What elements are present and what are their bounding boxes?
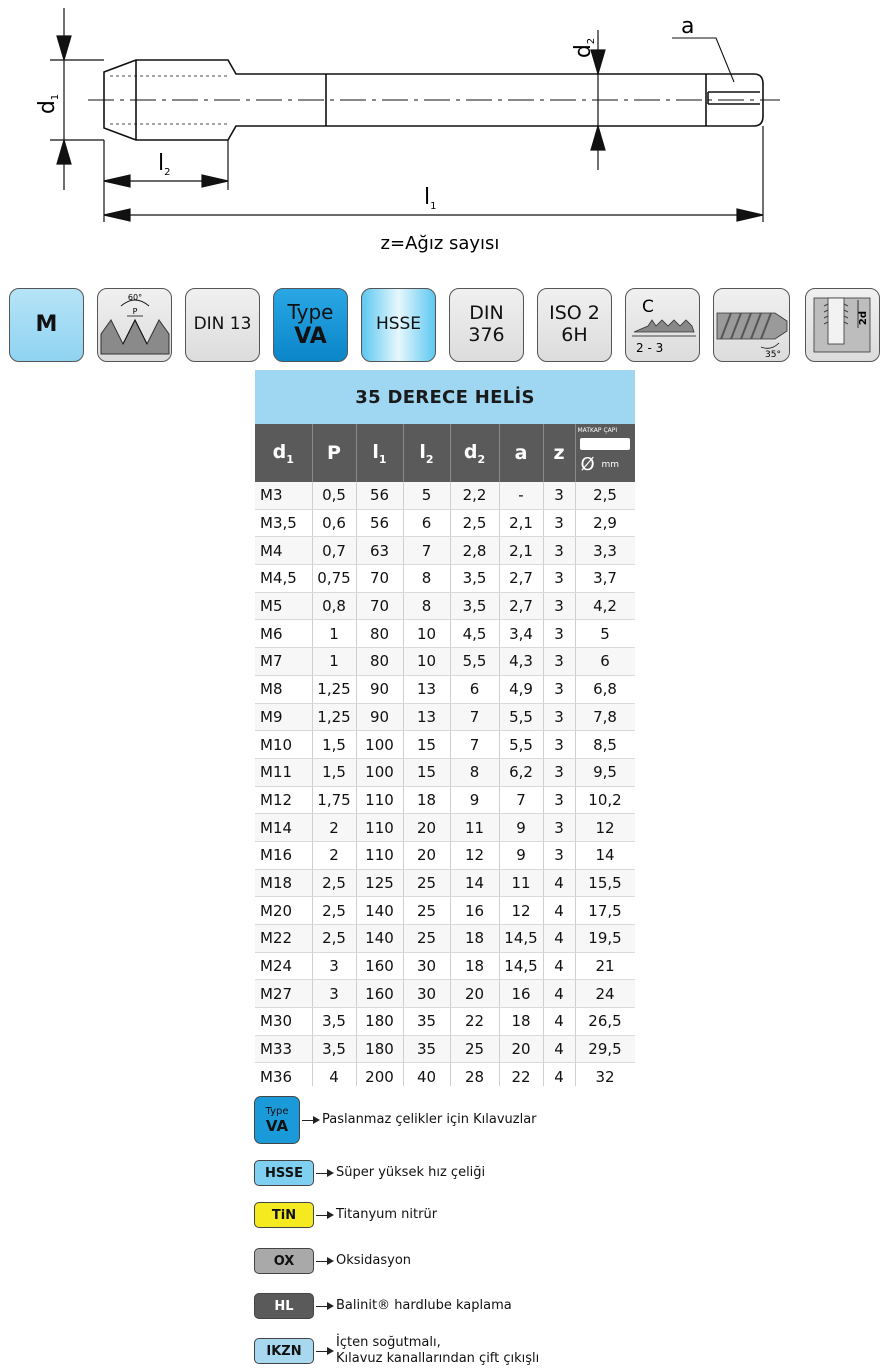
table-cell: 4: [543, 1008, 575, 1036]
table-cell: 56: [356, 482, 403, 509]
table-cell: 32: [575, 1063, 635, 1086]
column-header-main: l: [372, 440, 379, 463]
table-cell: 4: [543, 1063, 575, 1086]
table-cell: 4,2: [575, 592, 635, 620]
table-cell: 1,25: [312, 675, 356, 703]
table-cell: 3: [543, 648, 575, 676]
table-row: [255, 1035, 635, 1063]
table-cell: 4: [543, 925, 575, 953]
table-cell: 3: [543, 758, 575, 786]
table-cell: 20: [403, 841, 450, 869]
table-cell: 3,5: [450, 592, 499, 620]
legend-badge: [254, 1338, 314, 1364]
legend-text: [336, 1253, 411, 1269]
din13-badge: DIN 13: [185, 288, 260, 362]
chamfer-c-label: C: [641, 297, 654, 317]
table-cell: 5: [403, 482, 450, 509]
table-cell: 110: [356, 786, 403, 814]
table-cell: M6: [255, 620, 312, 648]
table-cell: 5,5: [450, 648, 499, 676]
table-cell: 29,5: [575, 1035, 635, 1063]
legend-text: [336, 1165, 485, 1181]
table-cell: 4: [543, 1035, 575, 1063]
type-va-badge: Type VA: [273, 288, 348, 362]
column-header-sub: 2: [477, 452, 486, 466]
table-cell: 140: [356, 925, 403, 953]
table-cell: 6: [450, 675, 499, 703]
table-cell: 4: [543, 952, 575, 980]
table-row: [255, 731, 635, 759]
blind-hole-icon: [808, 292, 878, 358]
table-cell: 25: [403, 897, 450, 925]
table-row: [255, 841, 635, 869]
table-row: [255, 925, 635, 953]
table-row: [255, 565, 635, 593]
table-cell: 200: [356, 1063, 403, 1086]
table-cell: 3,4: [499, 620, 543, 648]
table-cell: 3,5: [312, 1035, 356, 1063]
table-cell: 21: [575, 952, 635, 980]
diameter-symbol-icon: Ø: [580, 454, 595, 475]
table-cell: 9: [499, 841, 543, 869]
iso-tolerance-badge: ISO 2 6H: [537, 288, 612, 362]
table-cell: 2,5: [575, 482, 635, 509]
table-cell: 0,7: [312, 537, 356, 565]
table-cell: 90: [356, 703, 403, 731]
table-cell: M11: [255, 758, 312, 786]
arrow-right-icon: [316, 1306, 328, 1307]
table-cell: M3: [255, 482, 312, 509]
table-cell: 12: [450, 841, 499, 869]
arrow-right-icon: [316, 1261, 328, 1262]
table-cell: 6,2: [499, 758, 543, 786]
table-cell: 8: [450, 758, 499, 786]
table-cell: 20: [403, 814, 450, 842]
table-cell: 110: [356, 814, 403, 842]
table-cell: 13: [403, 703, 450, 731]
table-cell: 20: [499, 1035, 543, 1063]
table-cell: -: [499, 482, 543, 509]
table-cell: 0,6: [312, 509, 356, 537]
table-cell: 80: [356, 620, 403, 648]
legend-badge: [254, 1096, 300, 1144]
table-cell: 3: [543, 731, 575, 759]
table-cell: 16: [450, 897, 499, 925]
table-cell: 90: [356, 675, 403, 703]
table-cell: M4: [255, 537, 312, 565]
legend-item: [254, 1160, 485, 1186]
table-cell: 70: [356, 565, 403, 593]
legend-badge: [254, 1293, 314, 1319]
table-cell: 2,9: [575, 509, 635, 537]
table-cell: M4,5: [255, 565, 312, 593]
table-cell: 17,5: [575, 897, 635, 925]
legend-badge-label: OX: [273, 1253, 295, 1269]
table-cell: 14,5: [499, 925, 543, 953]
table-cell: 70: [356, 592, 403, 620]
table-cell: 25: [403, 869, 450, 897]
table-cell: 2,5: [312, 897, 356, 925]
spiral-flute-icon: [715, 291, 789, 359]
depth-label: 2d: [857, 310, 869, 326]
table-cell: M30: [255, 1008, 312, 1036]
chamfer-form-badge: [625, 288, 700, 362]
legend-badge-label: TiN: [271, 1207, 297, 1223]
arrow-right-icon: [316, 1351, 328, 1352]
table-cell: 1,25: [312, 703, 356, 731]
chamfer-icon: [628, 292, 698, 358]
chamfer-range-label: 2 - 3: [635, 341, 663, 355]
spec-table: [255, 424, 635, 1086]
table-cell: 3: [543, 703, 575, 731]
table-cell: 8: [403, 592, 450, 620]
table-cell: 100: [356, 758, 403, 786]
table-cell: M20: [255, 897, 312, 925]
table-row: [255, 509, 635, 537]
table-cell: 12: [575, 814, 635, 842]
table-cell: 40: [403, 1063, 450, 1086]
table-cell: 18: [450, 952, 499, 980]
table-cell: 180: [356, 1035, 403, 1063]
l2-dimension: [104, 140, 228, 222]
drill-header-unit: mm: [601, 460, 620, 470]
table-row: [255, 758, 635, 786]
a-label: a: [681, 14, 695, 39]
table-cell: 15,5: [575, 869, 635, 897]
table-cell: M18: [255, 869, 312, 897]
legend-text-line: Balinit® hardlube kaplama: [336, 1297, 512, 1313]
table-cell: 7: [499, 786, 543, 814]
legend-text-line: İçten soğutmalı,: [336, 1335, 441, 1350]
table-cell: 3,5: [450, 565, 499, 593]
table-cell: M3,5: [255, 509, 312, 537]
table-cell: 10: [403, 648, 450, 676]
column-header-main: l: [419, 440, 426, 463]
column-header: [403, 424, 450, 482]
table-cell: 125: [356, 869, 403, 897]
table-cell: 2,5: [312, 869, 356, 897]
table-cell: 13: [403, 675, 450, 703]
drill-diameter-header: [575, 424, 635, 482]
table-cell: 4,9: [499, 675, 543, 703]
table-cell: 6,8: [575, 675, 635, 703]
table-row: [255, 786, 635, 814]
table-cell: 7,8: [575, 703, 635, 731]
table-cell: 7: [403, 537, 450, 565]
table-cell: 180: [356, 1008, 403, 1036]
column-header: [499, 424, 543, 482]
table-cell: 1,75: [312, 786, 356, 814]
a-leader: [672, 38, 734, 82]
legend-text-line: Kılavuz kanallarından çift çıkışlı: [336, 1351, 540, 1367]
table-cell: M9: [255, 703, 312, 731]
legend-text-line: Titanyum nitrür: [336, 1206, 438, 1222]
table-cell: 4: [543, 980, 575, 1008]
table-cell: 30: [403, 952, 450, 980]
table-cell: 22: [499, 1063, 543, 1086]
table-cell: 14: [450, 869, 499, 897]
table-cell: 5,5: [499, 731, 543, 759]
l1-label: $l_1$: [424, 185, 437, 212]
table-row: [255, 980, 635, 1008]
table-cell: 15: [403, 731, 450, 759]
table-cell: 110: [356, 841, 403, 869]
table-row: [255, 869, 635, 897]
table-body: [255, 482, 635, 1086]
table-cell: 2,7: [499, 565, 543, 593]
column-header: [450, 424, 499, 482]
table-cell: M14: [255, 814, 312, 842]
table-cell: 80: [356, 648, 403, 676]
table-row: [255, 648, 635, 676]
legend-text-line: Süper yüksek hız çeliği: [336, 1164, 486, 1180]
legend-badge-label: HSSE: [265, 1165, 303, 1181]
thread-pitch-label: P: [132, 307, 137, 316]
table-cell: M12: [255, 786, 312, 814]
table-cell: 2,1: [499, 537, 543, 565]
column-header-main: P: [327, 442, 341, 464]
table-cell: 25: [450, 1035, 499, 1063]
table-cell: 19,5: [575, 925, 635, 953]
table-cell: 2: [312, 841, 356, 869]
table-cell: 15: [403, 758, 450, 786]
table-cell: 2,8: [450, 537, 499, 565]
thread-hidden-lines: [110, 76, 228, 124]
table-cell: 3,7: [575, 565, 635, 593]
table-cell: 160: [356, 952, 403, 980]
table-row: [255, 620, 635, 648]
table-cell: 63: [356, 537, 403, 565]
drill-icon: [580, 438, 630, 450]
legend-item: [254, 1096, 537, 1144]
table-cell: 10: [403, 620, 450, 648]
table-row: [255, 1063, 635, 1086]
table-cell: M22: [255, 925, 312, 953]
legend-item: [254, 1335, 539, 1368]
table-cell: 9,5: [575, 758, 635, 786]
table-cell: 3: [543, 814, 575, 842]
table-cell: 20: [450, 980, 499, 1008]
table-cell: 35: [403, 1008, 450, 1036]
table-cell: 3: [543, 592, 575, 620]
column-header-sub: 1: [378, 452, 387, 466]
table-cell: 7: [450, 731, 499, 759]
table-cell: 3: [543, 565, 575, 593]
table-cell: 140: [356, 897, 403, 925]
legend-item: [254, 1293, 512, 1319]
column-header-main: z: [553, 442, 565, 464]
table-cell: 0,8: [312, 592, 356, 620]
column-header-main: d: [463, 440, 478, 463]
table-cell: 4: [312, 1063, 356, 1086]
table-cell: 30: [403, 980, 450, 1008]
legend-badge: [254, 1248, 314, 1274]
table-cell: 18: [499, 1008, 543, 1036]
metric-thread-badge: M: [9, 288, 84, 362]
spec-table-container: [255, 370, 635, 1086]
column-header-sub: 2: [425, 452, 434, 466]
table-cell: 4: [543, 869, 575, 897]
table-cell: 2,5: [312, 925, 356, 953]
table-cell: 5: [575, 620, 635, 648]
table-row: [255, 592, 635, 620]
legend-badge-label: IKZN: [266, 1343, 302, 1359]
table-cell: 8: [403, 565, 450, 593]
din376-badge: DIN 376: [449, 288, 524, 362]
table-cell: 3: [543, 675, 575, 703]
blind-hole-depth-badge: [805, 288, 880, 362]
table-cell: 4,5: [450, 620, 499, 648]
table-cell: 11: [450, 814, 499, 842]
table-cell: 1: [312, 648, 356, 676]
table-cell: 3: [543, 509, 575, 537]
table-cell: M8: [255, 675, 312, 703]
table-cell: M33: [255, 1035, 312, 1063]
table-cell: 25: [403, 925, 450, 953]
table-cell: 9: [450, 786, 499, 814]
legend-item: [254, 1248, 411, 1274]
legend-badge-top: Type: [265, 1105, 289, 1117]
table-cell: 3: [543, 482, 575, 509]
table-row: [255, 952, 635, 980]
table-cell: 7: [450, 703, 499, 731]
table-cell: 14,5: [499, 952, 543, 980]
legend-text: [336, 1207, 437, 1223]
table-cell: 6: [575, 648, 635, 676]
helix-angle-label: 35°: [764, 350, 781, 359]
thread-profile-icon: [99, 290, 171, 360]
table-cell: 2,2: [450, 482, 499, 509]
table-cell: 3: [543, 841, 575, 869]
thread-profile-badge: [97, 288, 172, 362]
d2-label: d2: [571, 37, 597, 59]
table-cell: 5,5: [499, 703, 543, 731]
table-cell: 16: [499, 980, 543, 1008]
drill-header-label: MATKAP ÇAPI: [577, 427, 618, 434]
d1-label: d1: [35, 93, 61, 115]
table-row: [255, 675, 635, 703]
table-cell: 3,3: [575, 537, 635, 565]
column-header-main: d: [272, 440, 287, 463]
table-cell: 9: [499, 814, 543, 842]
table-cell: 3: [543, 786, 575, 814]
legend-badge: [254, 1160, 314, 1186]
legend-badge: [254, 1202, 314, 1228]
legend-text-line: Oksidasyon: [336, 1252, 412, 1268]
table-cell: M24: [255, 952, 312, 980]
table-cell: 1,5: [312, 758, 356, 786]
table-cell: 1: [312, 620, 356, 648]
table-cell: 22: [450, 1008, 499, 1036]
legend-badge-label: HL: [274, 1298, 294, 1314]
table-cell: 14: [575, 841, 635, 869]
legend-text: [336, 1335, 539, 1368]
table-cell: 6: [403, 509, 450, 537]
table-cell: 2,5: [450, 509, 499, 537]
table-cell: M7: [255, 648, 312, 676]
table-cell: M36: [255, 1063, 312, 1086]
table-cell: 8,5: [575, 731, 635, 759]
table-title: 35 DERECE HELİS: [255, 370, 635, 424]
hsse-badge: HSSE: [361, 288, 436, 362]
table-cell: 12: [499, 897, 543, 925]
table-cell: 18: [450, 925, 499, 953]
table-cell: 100: [356, 731, 403, 759]
legend-text: [322, 1112, 537, 1128]
table-cell: 35: [403, 1035, 450, 1063]
table-cell: M10: [255, 731, 312, 759]
table-cell: 3: [312, 980, 356, 1008]
table-cell: M5: [255, 592, 312, 620]
table-cell: 28: [450, 1063, 499, 1086]
table-cell: 10,2: [575, 786, 635, 814]
column-header: [356, 424, 403, 482]
table-cell: 1,5: [312, 731, 356, 759]
table-cell: 0,75: [312, 565, 356, 593]
legend-text: [336, 1298, 512, 1314]
table-cell: 2,1: [499, 509, 543, 537]
table-cell: M16: [255, 841, 312, 869]
flute-count-caption: z=Ağız sayısı: [380, 233, 500, 254]
legend-item: [254, 1202, 437, 1228]
table-cell: 2,7: [499, 592, 543, 620]
legend-badge-label: VA: [265, 1116, 289, 1135]
column-header-main: a: [514, 442, 528, 464]
table-cell: 18: [403, 786, 450, 814]
table-cell: 4: [543, 897, 575, 925]
table-row: [255, 814, 635, 842]
legend-text-line: Paslanmaz çelikler için Kılavuzlar: [322, 1111, 537, 1127]
spiral-flute-badge: [713, 288, 790, 362]
table-row: [255, 897, 635, 925]
arrow-right-icon: [302, 1120, 314, 1121]
table-cell: 11: [499, 869, 543, 897]
table-cell: 3,5: [312, 1008, 356, 1036]
column-header: [255, 424, 312, 482]
tap-technical-drawing: [0, 0, 881, 262]
table-row: [255, 482, 635, 509]
table-row: [255, 703, 635, 731]
table-cell: 0,5: [312, 482, 356, 509]
table-row: [255, 537, 635, 565]
table-cell: 26,5: [575, 1008, 635, 1036]
arrow-right-icon: [316, 1173, 328, 1174]
table-row: [255, 1008, 635, 1036]
table-cell: 2: [312, 814, 356, 842]
table-cell: 3: [543, 537, 575, 565]
column-header-sub: 1: [286, 452, 294, 466]
table-cell: 24: [575, 980, 635, 1008]
arrow-right-icon: [316, 1215, 328, 1216]
table-cell: 160: [356, 980, 403, 1008]
table-cell: 3: [312, 952, 356, 980]
table-header-row: [255, 424, 635, 482]
l2-label: $l_2$: [158, 151, 171, 178]
table-cell: 3: [543, 620, 575, 648]
thread-angle-label: 60°: [127, 293, 142, 302]
column-header: [543, 424, 575, 482]
table-cell: 4,3: [499, 648, 543, 676]
table-cell: M27: [255, 980, 312, 1008]
table-cell: 56: [356, 509, 403, 537]
column-header: [312, 424, 356, 482]
